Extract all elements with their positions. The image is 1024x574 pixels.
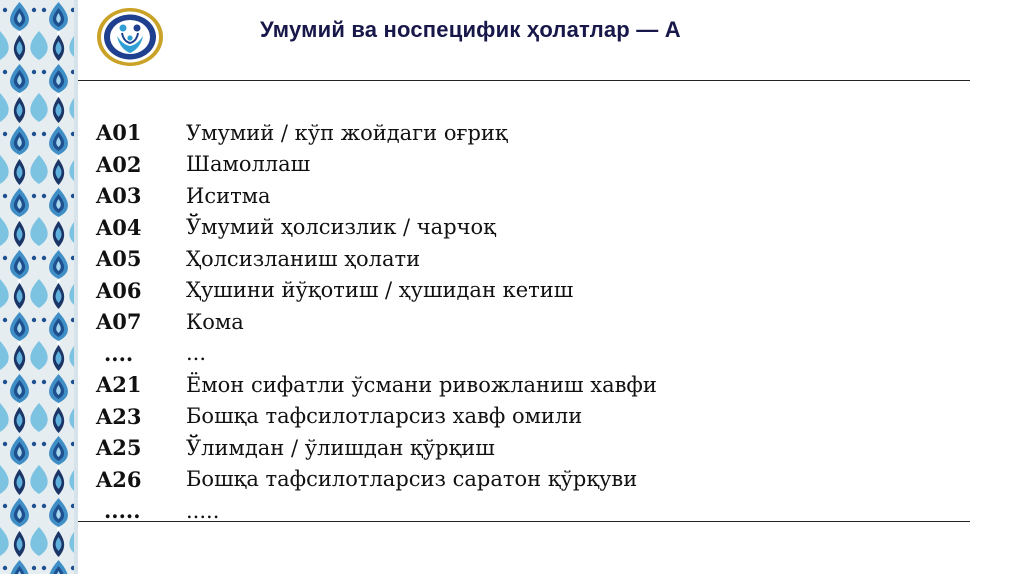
code-value: A03 [96, 183, 142, 209]
slide-title: Умумий ва носпецифик ҳолатлар — A [260, 17, 681, 42]
code-list [96, 117, 657, 527]
code-row [96, 149, 657, 181]
code-description: Ҳолсизланиш ҳолати [186, 246, 421, 271]
code-description: Бошқа тафсилотларсиз хавф омили [186, 404, 583, 429]
code-row [96, 180, 657, 212]
code-row [96, 212, 657, 244]
code-value: .... [104, 340, 134, 366]
organization-logo [95, 6, 165, 68]
bottom-divider [78, 521, 970, 522]
code-row [96, 369, 657, 401]
code-description: ..... [186, 498, 220, 523]
code-value: A01 [96, 120, 142, 146]
code-row [96, 275, 657, 307]
code-value: A02 [96, 151, 142, 177]
code-row [96, 464, 657, 496]
code-row [96, 117, 657, 149]
family-emblem-icon [95, 6, 165, 68]
code-value: A04 [96, 214, 142, 240]
ikat-ornament-border [0, 0, 78, 574]
code-row [96, 432, 657, 464]
code-value: A23 [96, 403, 142, 429]
code-value: A26 [96, 466, 142, 492]
code-value: ..... [104, 498, 141, 524]
top-divider [78, 80, 970, 81]
code-description: Бошқа тафсилотларсиз саратон қўрқуви [186, 467, 638, 492]
code-value: A07 [96, 309, 142, 335]
code-description: Иситма [186, 183, 271, 208]
code-value: A05 [96, 246, 142, 272]
code-row [96, 338, 657, 370]
code-value: A25 [96, 435, 142, 461]
code-description: Ўмумий ҳолсизлик / чарчоқ [186, 215, 496, 240]
code-row [96, 401, 657, 433]
code-description: Умумий / кўп жойдаги оғриқ [186, 120, 508, 145]
code-description: Шамоллаш [186, 152, 311, 177]
code-row [96, 243, 657, 275]
code-description: Кома [186, 309, 244, 334]
code-value: A21 [96, 372, 142, 398]
code-description: Ҳушини йўқотиш / ҳушидан кетиш [186, 278, 574, 303]
code-description: Ёмон сифатли ўсмани ривожланиш хавфи [186, 372, 657, 397]
code-value: A06 [96, 277, 142, 303]
code-row [96, 306, 657, 338]
code-description: ... [186, 341, 207, 366]
code-description: Ўлимдан / ўлишдан қўрқиш [186, 435, 495, 460]
